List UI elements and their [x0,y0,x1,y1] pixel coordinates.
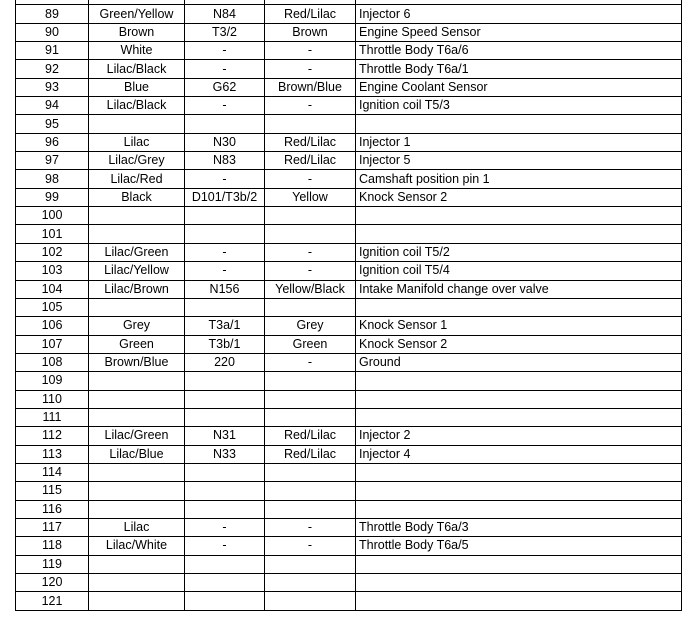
table-row [16,574,682,592]
table-row [16,445,682,463]
component-cell: N83 [185,152,265,170]
pin-number-cell: 91 [16,42,89,60]
component-cell [185,372,265,390]
harness-color-cell: - [265,353,356,371]
wire-color-cell: Lilac/Green [89,243,185,261]
wire-color-cell: Green/Yellow [89,5,185,23]
component-cell: - [185,170,265,188]
wire-color-cell: Black [89,188,185,206]
harness-color-cell: - [265,262,356,280]
component-cell: - [185,518,265,536]
table-row [16,188,682,206]
wire-color-cell [89,592,185,610]
component-cell: - [185,262,265,280]
harness-color-cell: - [265,60,356,78]
function-cell: Ignition coil T5/2 [356,243,682,261]
table-row [16,42,682,60]
function-cell: Ignition coil T5/3 [356,97,682,115]
function-cell: Knock Sensor 1 [356,317,682,335]
table-row [16,482,682,500]
wire-color-cell [89,225,185,243]
pin-number-cell: 95 [16,115,89,133]
component-cell: D101/T3b/2 [185,188,265,206]
table-row [16,152,682,170]
table-row [16,317,682,335]
component-cell [185,592,265,610]
wire-color-cell [89,298,185,316]
table-row [16,427,682,445]
pinout-table-body [16,0,682,610]
harness-color-cell [265,463,356,481]
table-row [16,23,682,41]
wire-color-cell: Lilac/Green [89,427,185,445]
harness-color-cell: - [265,42,356,60]
table-row [16,298,682,316]
function-cell [356,115,682,133]
function-cell [356,225,682,243]
component-cell: - [185,537,265,555]
harness-color-cell: Grey [265,317,356,335]
pin-number-cell: 109 [16,372,89,390]
pin-number-cell: 99 [16,188,89,206]
wire-color-cell: Lilac [89,518,185,536]
function-cell: Throttle Body T6a/5 [356,537,682,555]
function-cell: Injector 2 [356,427,682,445]
wire-color-cell [89,482,185,500]
component-cell: - [185,97,265,115]
table-row [16,133,682,151]
component-cell: T3a/1 [185,317,265,335]
component-cell: N156 [185,280,265,298]
pin-number-cell: 102 [16,243,89,261]
harness-color-cell [265,390,356,408]
pin-number-cell: 103 [16,262,89,280]
pin-number-cell: 120 [16,574,89,592]
pin-number-cell: 112 [16,427,89,445]
function-cell: Knock Sensor 2 [356,188,682,206]
pin-number-cell: 101 [16,225,89,243]
function-cell: Engine Speed Sensor [356,23,682,41]
wire-color-cell [89,408,185,426]
wire-color-cell [89,574,185,592]
component-cell: N30 [185,133,265,151]
harness-color-cell [265,500,356,518]
function-cell: Throttle Body T6a/6 [356,42,682,60]
component-cell: N31 [185,427,265,445]
component-cell: 220 [185,353,265,371]
pin-number-cell: 106 [16,317,89,335]
component-cell: G62 [185,78,265,96]
pin-number-cell: 97 [16,152,89,170]
harness-color-cell [265,225,356,243]
harness-color-cell [265,555,356,573]
table-row [16,500,682,518]
component-cell [185,225,265,243]
harness-color-cell: Red/Lilac [265,152,356,170]
harness-color-cell [265,372,356,390]
wire-color-cell [89,207,185,225]
pin-number-cell: 115 [16,482,89,500]
pin-number-cell: 121 [16,592,89,610]
pin-number-cell: 96 [16,133,89,151]
function-cell [356,207,682,225]
function-cell: Ground [356,353,682,371]
component-cell [185,298,265,316]
harness-color-cell [265,592,356,610]
component-cell [185,115,265,133]
table-row [16,537,682,555]
pin-number-cell: 100 [16,207,89,225]
function-cell: Ignition coil T5/4 [356,262,682,280]
pin-number-cell: 105 [16,298,89,316]
table-row [16,243,682,261]
harness-color-cell: Yellow/Black [265,280,356,298]
pinout-table [15,0,682,611]
wire-color-cell: Brown/Blue [89,353,185,371]
wire-color-cell [89,372,185,390]
pin-number-cell: 119 [16,555,89,573]
wire-color-cell: Lilac/Grey [89,152,185,170]
harness-color-cell: Red/Lilac [265,133,356,151]
component-cell: - [185,42,265,60]
pin-number-cell: 118 [16,537,89,555]
wire-color-cell: Blue [89,78,185,96]
pin-number-cell: 108 [16,353,89,371]
component-cell: - [185,60,265,78]
component-cell [185,207,265,225]
pin-number-cell: 90 [16,23,89,41]
harness-color-cell: - [265,170,356,188]
pin-number-cell: 114 [16,463,89,481]
harness-color-cell [265,207,356,225]
harness-color-cell: Green [265,335,356,353]
component-cell [185,555,265,573]
wire-color-cell: Lilac/Yellow [89,262,185,280]
harness-color-cell: - [265,537,356,555]
table-row [16,518,682,536]
function-cell: Throttle Body T6a/3 [356,518,682,536]
wire-color-cell: Green [89,335,185,353]
table-row [16,408,682,426]
table-row [16,353,682,371]
harness-color-cell: Yellow [265,188,356,206]
component-cell: T3b/1 [185,335,265,353]
function-cell [356,408,682,426]
wire-color-cell: Lilac/Black [89,60,185,78]
function-cell [356,574,682,592]
harness-color-cell [265,574,356,592]
pin-number-cell: 98 [16,170,89,188]
harness-color-cell [265,298,356,316]
pin-number-cell: 113 [16,445,89,463]
component-cell [185,574,265,592]
table-row [16,170,682,188]
pin-number-cell: 94 [16,97,89,115]
wire-color-cell: Lilac/Black [89,97,185,115]
function-cell [356,500,682,518]
pin-number-cell: 107 [16,335,89,353]
wire-color-cell [89,463,185,481]
function-cell [356,482,682,500]
harness-color-cell [265,408,356,426]
harness-color-cell: - [265,97,356,115]
wire-color-cell: Lilac/White [89,537,185,555]
wire-color-cell: Lilac/Red [89,170,185,188]
table-row [16,262,682,280]
component-cell: T3/2 [185,23,265,41]
function-cell: Intake Manifold change over valve [356,280,682,298]
wire-color-cell: Lilac/Brown [89,280,185,298]
table-row [16,115,682,133]
wire-color-cell [89,390,185,408]
function-cell: Injector 6 [356,5,682,23]
pin-number-cell: 116 [16,500,89,518]
table-row [16,225,682,243]
harness-color-cell: Red/Lilac [265,445,356,463]
table-row [16,207,682,225]
pin-number-cell: 117 [16,518,89,536]
function-cell: Throttle Body T6a/1 [356,60,682,78]
table-row [16,5,682,23]
table-row [16,390,682,408]
harness-color-cell: Brown [265,23,356,41]
component-cell: N84 [185,5,265,23]
pin-number-cell: 104 [16,280,89,298]
component-cell [185,408,265,426]
harness-color-cell: Red/Lilac [265,5,356,23]
function-cell [356,463,682,481]
wire-color-cell [89,500,185,518]
pin-number-cell: 111 [16,408,89,426]
function-cell: Knock Sensor 2 [356,335,682,353]
wire-color-cell: Brown [89,23,185,41]
component-cell: N33 [185,445,265,463]
wire-color-cell [89,115,185,133]
function-cell [356,555,682,573]
table-row [16,555,682,573]
table-row [16,372,682,390]
wire-color-cell: Grey [89,317,185,335]
function-cell: Injector 1 [356,133,682,151]
component-cell [185,482,265,500]
function-cell: Injector 4 [356,445,682,463]
component-cell: - [185,243,265,261]
table-row [16,463,682,481]
pin-number-cell: 92 [16,60,89,78]
harness-color-cell [265,482,356,500]
function-cell [356,592,682,610]
table-row [16,592,682,610]
component-cell [185,500,265,518]
table-row [16,280,682,298]
harness-color-cell: Red/Lilac [265,427,356,445]
pin-number-cell: 110 [16,390,89,408]
function-cell: Engine Coolant Sensor [356,78,682,96]
component-cell [185,390,265,408]
table-row [16,78,682,96]
harness-color-cell [265,115,356,133]
pin-number-cell: 93 [16,78,89,96]
harness-color-cell: - [265,243,356,261]
wire-color-cell [89,555,185,573]
function-cell: Injector 5 [356,152,682,170]
wire-color-cell: Lilac [89,133,185,151]
function-cell [356,390,682,408]
function-cell [356,298,682,316]
wire-color-cell: Lilac/Blue [89,445,185,463]
component-cell [185,463,265,481]
table-row [16,335,682,353]
pin-number-cell: 89 [16,5,89,23]
wire-color-cell: White [89,42,185,60]
harness-color-cell: Brown/Blue [265,78,356,96]
harness-color-cell: - [265,518,356,536]
function-cell [356,372,682,390]
table-row [16,97,682,115]
table-row [16,60,682,78]
function-cell: Camshaft position pin 1 [356,170,682,188]
